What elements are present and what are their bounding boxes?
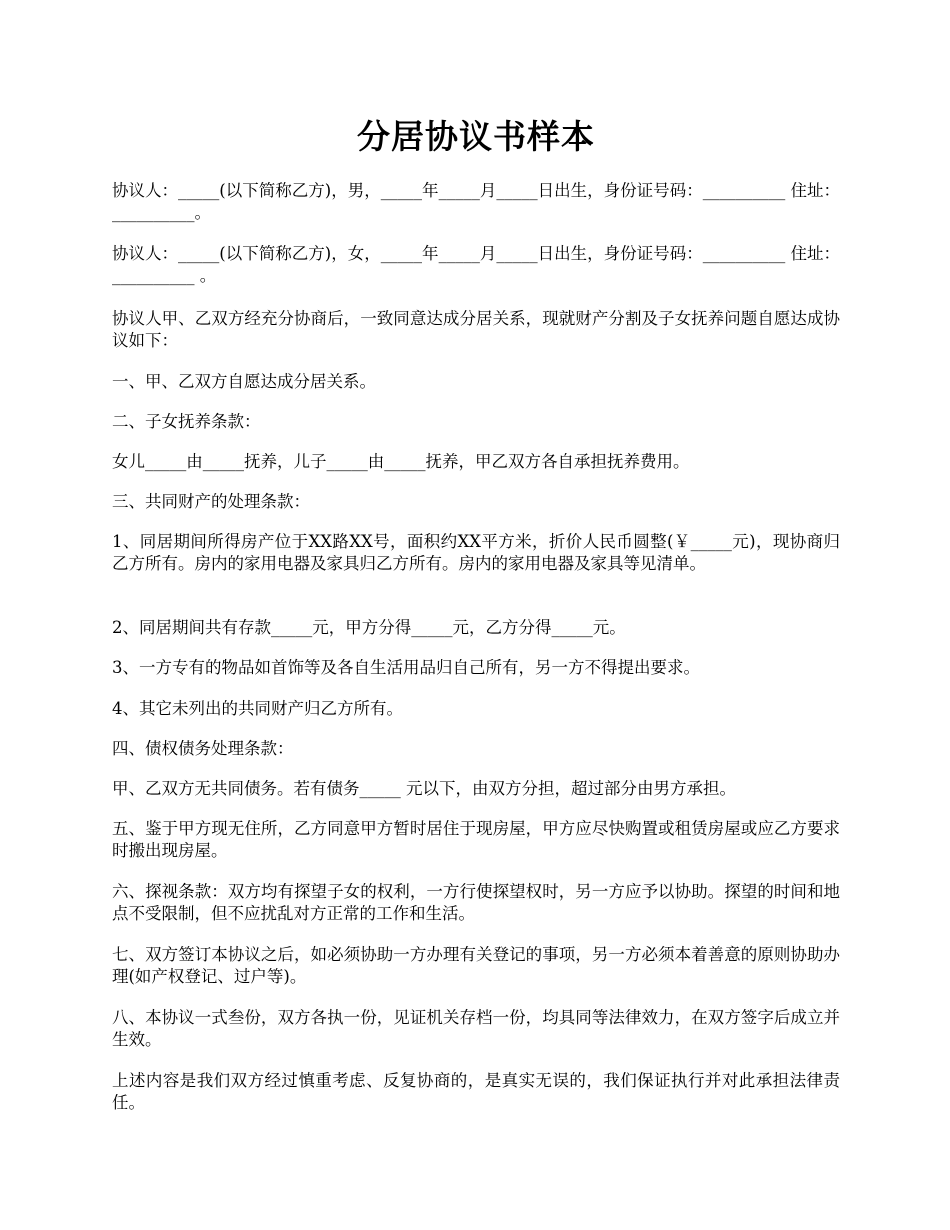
clause-5-residence: 五、鉴于甲方现无住所，乙方同意甲方暂时居住于现房屋，甲方应尽快购置或租赁房屋或应乙方要求时搬出现房屋。 — [112, 819, 840, 860]
property-item-1: 1、同居期间所得房产位于XX路XX号，面积约XX平方米，折价人民币圆整(￥_____元)，现协商归乙方所有。房内的家用电器及家具归乙方所有。房内的家用电器及家具等见清单。 — [112, 532, 840, 573]
clause-8-copies: 八、本协议一式叁份，双方各执一份，见证机关存档一份，均具同等法律效力，在双方签字后成立并生效。 — [112, 1008, 840, 1049]
property-item-2: 2、同居期间共有存款_____元，甲方分得_____元，乙方分得_____元。 — [112, 618, 626, 637]
clause-2-heading: 二、子女抚养条款： — [112, 412, 261, 431]
property-item-4: 4、其它未列出的共同财产归乙方所有。 — [112, 699, 403, 718]
party-b-female-info: 协议人：_____(以下简称乙方)，女，_____年_____月_____日出生，身份证号码：__________ 住址：__________ 。 — [112, 244, 840, 285]
debt-paragraph: 甲、乙双方无共同债务。若有债务_____ 元以下，由双方分担，超过部分由男方承担。 — [112, 779, 736, 798]
clause-7-registration: 七、双方签订本协议之后，如必须协助一方办理有关登记的事项，另一方必须本着善意的原则协助办理(如产权登记、过户等)。 — [112, 945, 840, 986]
document-title: 分居协议书样本 — [357, 117, 595, 156]
closing-statement: 上述内容是我们双方经过慎重考虑、反复协商的，是真实无误的，我们保证执行并对此承担法律责任。 — [112, 1071, 840, 1112]
clause-3-heading: 三、共同财产的处理条款： — [112, 492, 310, 511]
clause-6-visitation: 六、探视条款：双方均有探望子女的权利，一方行使探望权时，另一方应予以协助。探望的时间和地点不受限制，但不应扰乱对方正常的工作和生活。 — [112, 882, 840, 923]
child-custody-paragraph: 女儿_____由_____抚养，儿子_____由_____抚养，甲乙双方各自承担抚养费用。 — [112, 452, 690, 471]
clause-1-separation: 一、甲、乙双方自愿达成分居关系。 — [112, 372, 376, 391]
property-item-3: 3、一方专有的物品如首饰等及各自生活用品归自己所有，另一方不得提出要求。 — [112, 658, 700, 677]
preamble-paragraph: 协议人甲、乙双方经充分协商后，一致同意达成分居关系，现就财产分割及子女抚养问题自愿达成协议如下： — [112, 309, 840, 350]
clause-4-heading: 四、债权债务处理条款： — [112, 739, 294, 758]
party-b-male-info: 协议人：_____(以下简称乙方)，男，_____年_____月_____日出生，身份证号码：__________ 住址：__________。 — [112, 181, 840, 222]
